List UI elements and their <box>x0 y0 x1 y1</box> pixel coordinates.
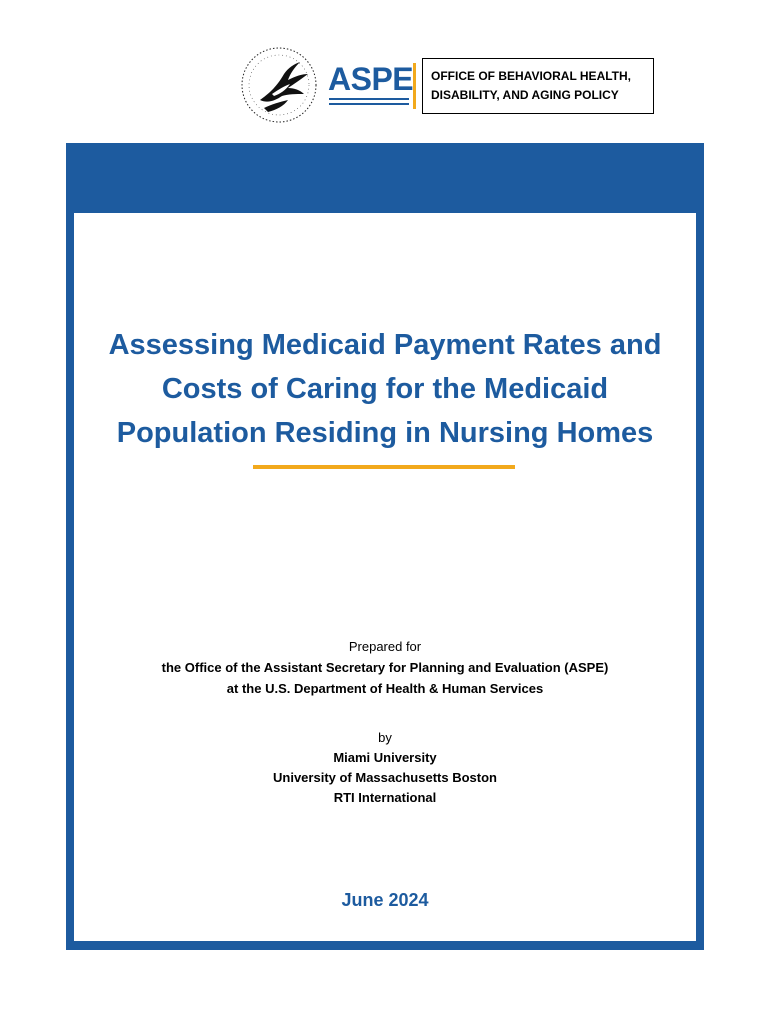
prepared-for-block <box>74 636 696 699</box>
report-title-line-3: Population Residing in Nursing Homes <box>116 417 654 449</box>
report-title-line-1: Assessing Medicaid Payment Rates and <box>108 329 662 361</box>
prepared-for-line-1: the Office of the Assistant Secretary for Planning and Evaluation (ASPE) <box>161 660 609 675</box>
office-name-line-2: DISABILITY, AND AGING POLICY <box>431 88 619 102</box>
prepared-for-label: Prepared for <box>348 639 422 654</box>
author-name: RTI International <box>333 790 437 805</box>
by-label: by <box>378 730 392 745</box>
hhs-seal-logo <box>238 44 320 126</box>
author-name: Miami University <box>333 750 437 765</box>
report-title <box>74 323 696 455</box>
prepared-for-line-2: at the U.S. Department of Health & Human Services <box>226 681 544 696</box>
author-name: University of Massachusetts Boston <box>273 770 497 785</box>
cover-content-panel <box>74 213 696 941</box>
aspe-logo-divider <box>413 63 416 109</box>
publication-date: June 2024 <box>341 890 429 910</box>
aspe-logo-text: ASPE <box>328 61 414 97</box>
office-name-box <box>422 58 654 114</box>
report-title-line-2: Costs of Caring for the Medicaid <box>161 373 609 405</box>
authors-block <box>74 728 696 808</box>
office-name-line-1: OFFICE OF BEHAVIORAL HEALTH, <box>431 69 631 83</box>
aspe-logo-subtitle-line <box>329 98 409 100</box>
aspe-logo-subtitle-line <box>329 103 409 105</box>
aspe-logo <box>328 63 420 111</box>
title-underline-rule <box>253 465 515 469</box>
